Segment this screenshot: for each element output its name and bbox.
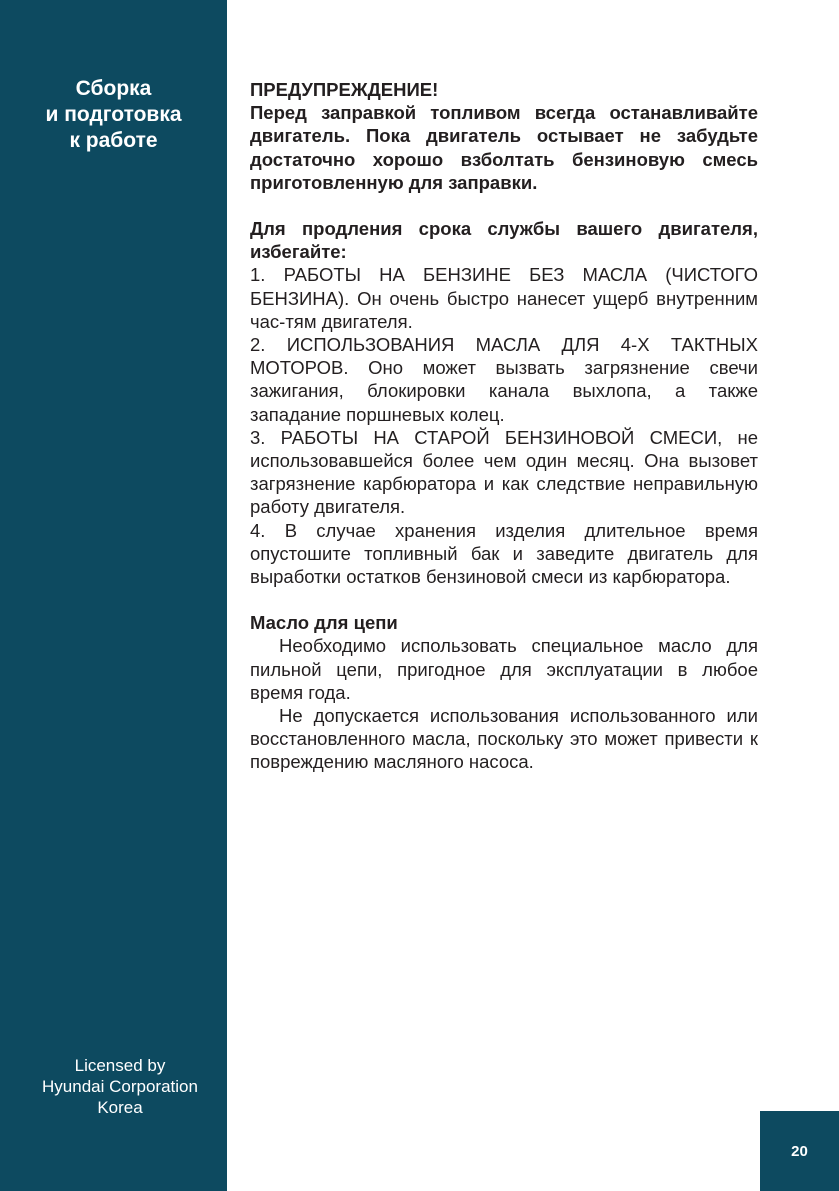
section-title-line: Сборка xyxy=(75,77,152,100)
page-number xyxy=(760,1111,839,1191)
paragraph: Не допускается использования использованного или восстановленного масла, поскольку это может привести к повреждению масляного насоса. xyxy=(250,705,758,773)
license-note xyxy=(0,1055,240,1118)
section-title-line: к работе xyxy=(69,129,158,152)
section-title xyxy=(0,76,227,154)
page-number-label: 20 xyxy=(791,1142,808,1160)
license-line: Korea xyxy=(97,1098,143,1117)
list-item: 1. РАБОТЫ НА БЕНЗИНЕ БЕЗ МАСЛА (ЧИСТОГО БЕНЗИНА). Он очень быстро нанесет ущерб внутренним час-тям двигателя. xyxy=(250,264,758,332)
chain-oil-heading: Масло для цепи xyxy=(250,612,398,634)
engine-heading: Для продления срока службы вашего двигателя, избегайте: xyxy=(250,218,758,263)
sidebar xyxy=(0,0,227,1191)
warning-heading: ПРЕДУПРЕЖДЕНИЕ! xyxy=(250,79,439,100)
section-title-line: и подготовка xyxy=(45,103,182,126)
paragraph: Необходимо использовать специальное масло для пильной цепи, пригодное для эксплуатации в любое время года. xyxy=(250,635,758,703)
list-item: 4. В случае хранения изделия длительное время опустошите топливный бак и заведите двигатель для выработки остатков бензиновой смеси из карбюратора. xyxy=(250,519,758,588)
license-line: Licensed by xyxy=(74,1056,166,1075)
warning-text: Перед заправкой топливом всегда останавливайте двигатель. Пока двигатель остывает не забудьте достаточно хорошо взболтать бензиновую смесь приготовленную для заправки. xyxy=(250,102,758,193)
main-content xyxy=(250,78,758,774)
list-item: 3. РАБОТЫ НА СТАРОЙ БЕНЗИНОВОЙ СМЕСИ, не использовавшейся более чем один месяц. Она вызовет загрязнение карбюратора и как следствие неправильную работу двигателя. xyxy=(250,426,758,518)
list-item: 2. ИСПОЛЬЗОВАНИЯ МАСЛА ДЛЯ 4-Х ТАКТНЫХ МОТОРОВ. Оно может вызвать загрязнение свечи зажигания, блокировки канала выхлопа, а также западание поршневых колец. xyxy=(250,334,758,425)
license-line: Hyundai Corporation xyxy=(42,1077,198,1096)
